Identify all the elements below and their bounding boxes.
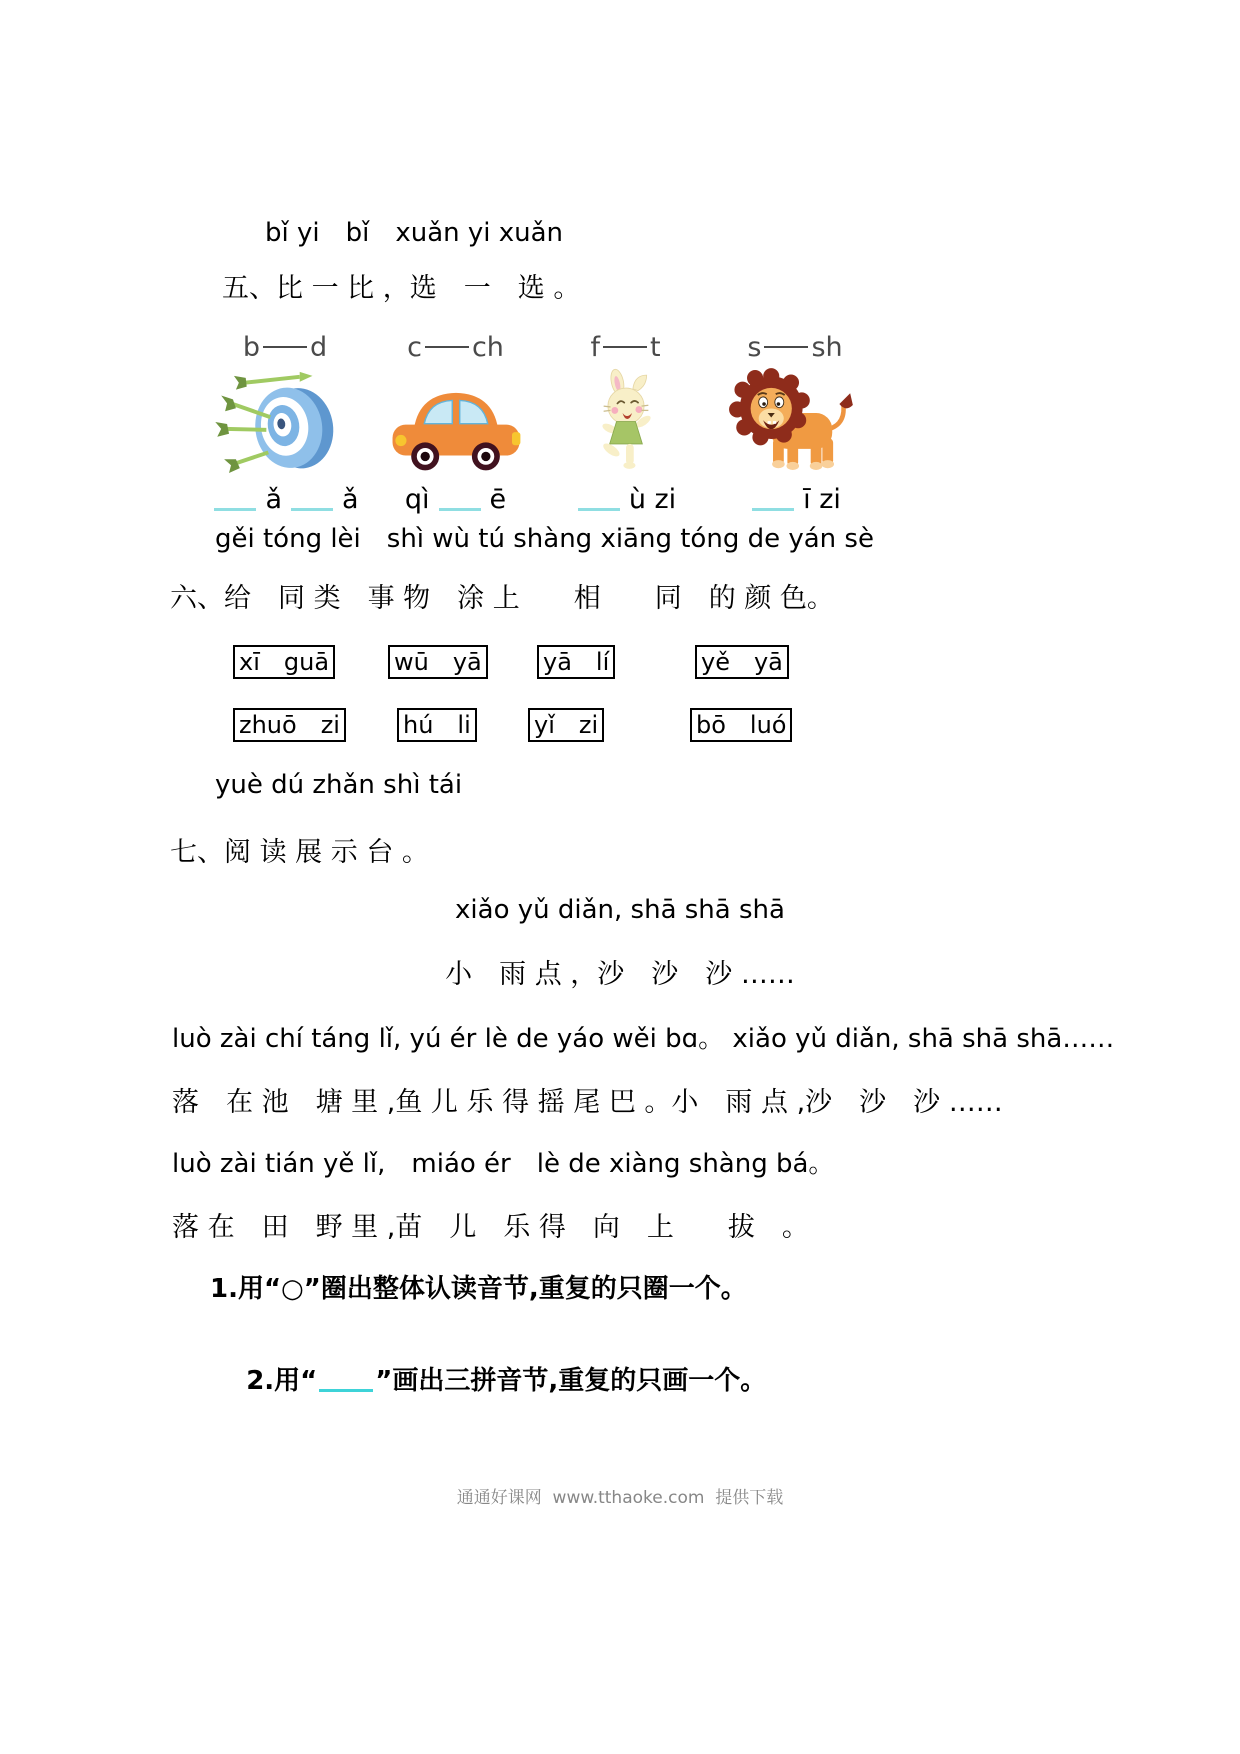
poem-line2-cn: 落 在 田 野 里 ,苗 儿 乐 得 向 上 拔 。 [172,1212,809,1243]
pair-connector-line [263,346,307,348]
target-image-box [210,364,360,476]
poem-line1-cn: 落 在 池 塘 里 ,鱼 儿 乐 得 摇 尾 巴 。小 雨 点 ,沙 沙 沙 …… [172,1087,1003,1118]
pair-right: t [649,331,661,363]
section7-pinyin-hint: yuè dú zhǎn shì tái [215,770,463,800]
section5-item-lion [710,330,880,515]
pair-left: b [242,331,260,363]
word-box-yeya: yě yā [695,645,789,679]
word-box-xigua: xī guā [233,645,335,679]
letter-pair-b-d [243,330,327,364]
word-box-boluo: bō luó [690,708,792,742]
word-box-huli: hú li [397,708,477,742]
question-2 [210,1330,766,1427]
section6-title: 六、给 同 类 事 物 涂 上 相 同 的 颜 色。 [170,583,834,614]
answer-line [402,484,509,515]
section5-item-car [373,330,538,515]
section7-title: 七、阅 读 展 示 台 。 [170,837,429,868]
answer-blank-line [752,508,794,511]
poem-title-cn: 小 雨 点 ，沙 沙 沙 …… [445,959,795,990]
answer-text: ī zi [803,484,841,515]
word-box-yali: yā lí [537,645,615,679]
letter-pair-c-ch [407,330,504,364]
poem-line1-pinyin: luò zài chí táng lǐ, yú ér lè de yáo wěi bɑ。 xiǎo yǔ diǎn, shā shā shā…… [172,1024,1115,1054]
section5-title: 五、比 一 比 ，选 一 选 。 [222,273,581,304]
pair-left: s [747,331,762,363]
section5-item-rabbit [553,330,698,515]
pair-left: f [590,331,600,363]
letter-pair-s-sh [747,330,842,364]
word-box-wuya: wū yā [388,645,488,679]
poem-title-pinyin: xiǎo yǔ diǎn, shā shā shā [455,895,785,925]
section5-pinyin-hint: bǐ yi bǐ xuǎn yi xuǎn [265,218,564,248]
rabbit-image-box [583,364,669,476]
pair-right: d [310,331,328,363]
letter-pair-f-t [590,330,660,364]
section5-item-target [205,330,365,515]
pair-connector-line [425,346,469,348]
answer-blank-line [578,508,620,511]
answer-line [208,484,361,515]
answer-blank-line [439,508,481,511]
answer-text: ù zi [628,484,677,515]
question-1: 1.用“○”圈出整体认读音节,重复的只圈一个。 [210,1274,747,1304]
section6-pinyin-hint: gěi tóng lèi shì wù tú shàng xiāng tóng de yán sè [215,524,874,554]
answer-text: ǎ [265,484,282,515]
car-image-box [386,364,526,476]
pair-left: c [407,331,422,363]
footer-text: 通通好课网 www.tthaoke.com 提供下载 [456,1488,784,1508]
orange-car-image [386,378,526,476]
pair-connector-line [764,346,808,348]
poem-line2-pinyin: luò zài tián yě lǐ, miáo ér lè de xiàng shàng bá。 [172,1149,835,1179]
answer-line [746,484,844,515]
question-2-suffix: ”画出三拼音节,重复的只画一个。 [375,1366,767,1396]
word-box-zhuozi: zhuō zi [233,708,346,742]
answer-text: ē [489,484,507,515]
pair-connector-line [603,346,647,348]
answer-line [572,484,679,515]
arrow-target-image [210,368,360,476]
answer-text: ǎ [342,484,359,515]
lion-image-box [721,364,869,476]
lion-image [721,368,869,476]
question-2-prefix: 2.用“ [246,1366,318,1396]
question-2-blank-line [319,1389,373,1392]
pair-right: ch [471,331,504,363]
answer-blank-line [291,508,333,511]
answer-text: qì [404,484,430,515]
rabbit-image [583,368,669,476]
answer-blank-line [214,508,256,511]
word-box-yizi: yǐ zi [528,708,604,742]
pair-right: sh [811,331,843,363]
